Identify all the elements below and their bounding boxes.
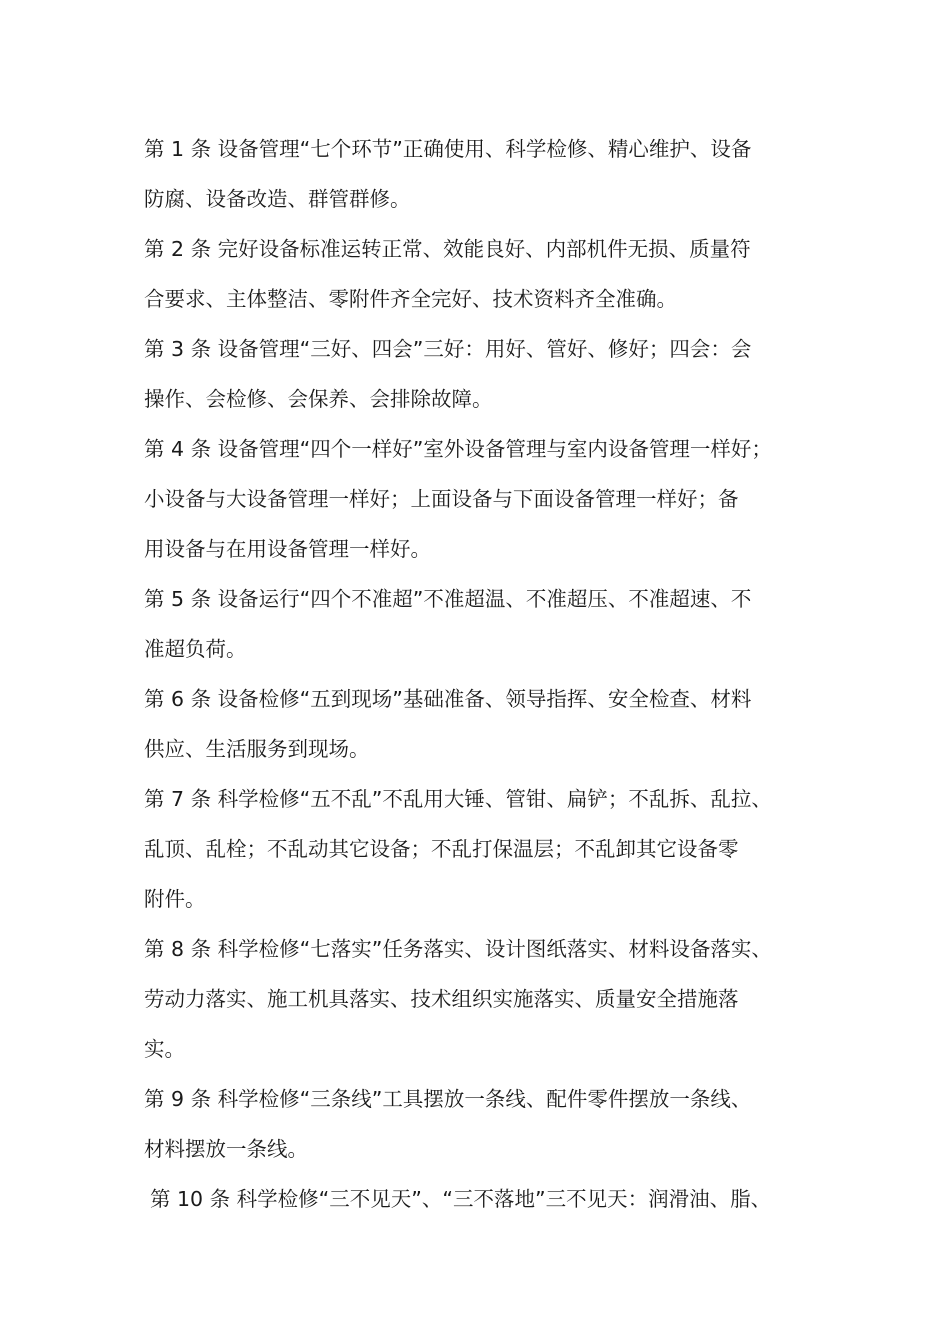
article-2-line-2: 合要求、主体整洁、零附件齐全完好、技术资料齐全准确。 xyxy=(144,287,677,311)
article-7-line-3: 附件。 xyxy=(144,887,206,911)
article-5-line-1: 第 5 条 设备运行“四个不准超”不准超温、不准超压、不准超速、不 xyxy=(144,587,752,611)
article-3-line-1: 第 3 条 设备管理“三好、四会”三好：用好、管好、修好；四会：会 xyxy=(144,337,752,361)
article-5-line-2: 准超负荷。 xyxy=(144,637,247,661)
article-1-line-2: 防腐、设备改造、群管群修。 xyxy=(144,187,411,211)
article-8-line-3: 实。 xyxy=(144,1037,185,1061)
article-8-line-2: 劳动力落实、施工机具落实、技术组织实施落实、质量安全措施落 xyxy=(144,987,739,1011)
article-6-line-2: 供应、生活服务到现场。 xyxy=(144,737,370,761)
document-body xyxy=(144,124,834,1224)
article-7-line-1: 第 7 条 科学检修“五不乱”不乱用大锤、管钳、扁铲；不乱拆、乱拉、 xyxy=(144,787,772,811)
article-9-line-2: 材料摆放一条线。 xyxy=(144,1137,308,1161)
article-10-line-1: 第 10 条 科学检修“三不见天”、“三不落地”三不见天：润滑油、脂、 xyxy=(150,1187,772,1211)
article-1-line-1: 第 1 条 设备管理“七个环节”正确使用、科学检修、精心维护、设备 xyxy=(144,137,752,161)
article-6-line-1: 第 6 条 设备检修“五到现场”基础准备、领导指挥、安全检查、材料 xyxy=(144,687,752,711)
article-4-line-2: 小设备与大设备管理一样好；上面设备与下面设备管理一样好；备 xyxy=(144,487,739,511)
article-8-line-1: 第 8 条 科学检修“七落实”任务落实、设计图纸落实、材料设备落实、 xyxy=(144,937,772,961)
article-4-line-1: 第 4 条 设备管理“四个一样好”室外设备管理与室内设备管理一样好； xyxy=(144,437,772,461)
article-4-line-3: 用设备与在用设备管理一样好。 xyxy=(144,537,431,561)
article-7-line-2: 乱顶、乱栓；不乱动其它设备；不乱打保温层；不乱卸其它设备零 xyxy=(144,837,739,861)
article-3-line-2: 操作、会检修、会保养、会排除故障。 xyxy=(144,387,493,411)
article-2-line-1: 第 2 条 完好设备标准运转正常、效能良好、内部机件无损、质量符 xyxy=(144,237,751,261)
article-9-line-1: 第 9 条 科学检修“三条线”工具摆放一条线、配件零件摆放一条线、 xyxy=(144,1087,752,1111)
